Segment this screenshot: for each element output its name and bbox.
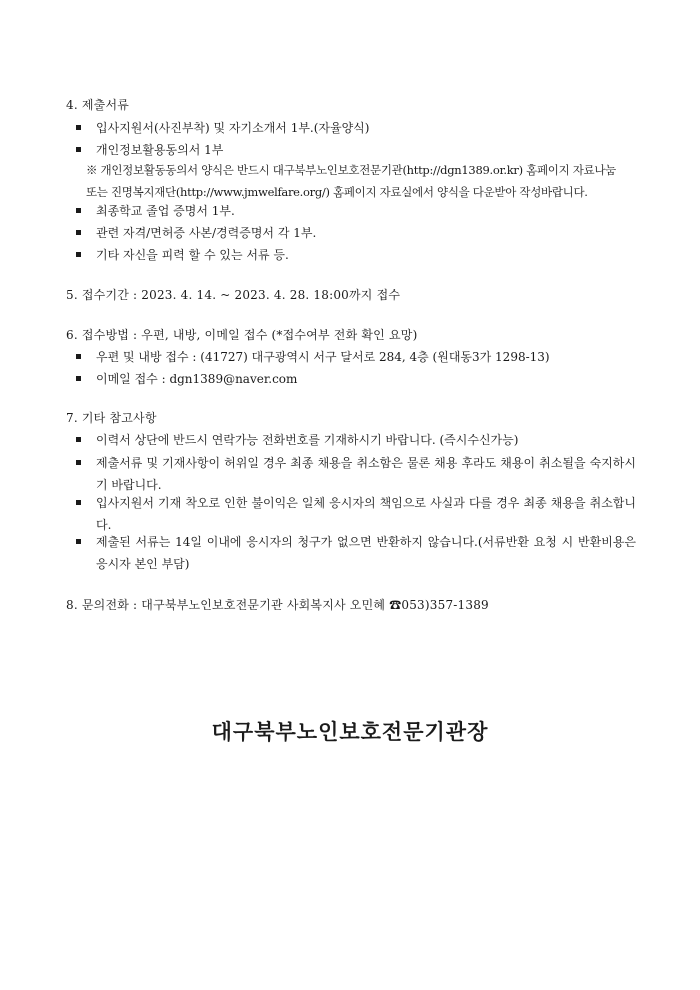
list-item-text: 최종학교 졸업 증명서 1부. [96, 204, 235, 218]
list-item [76, 371, 646, 387]
list-item-text: 기타 자신을 피력 할 수 있는 서류 등. [96, 248, 289, 262]
bullet-icon [76, 208, 81, 213]
note-line: ※ 개인정보활동동의서 양식은 반드시 대구북부노인보호전문기관(http://dgn1389.or.kr) 홈페이지 자료나눔 [86, 163, 616, 177]
bullet-icon [76, 252, 81, 257]
section-5-heading: 5. 접수기간 : 2023. 4. 14. ~ 2023. 4. 28. 18:00까지 접수 [66, 288, 401, 302]
list-item [76, 247, 646, 263]
list-item [76, 203, 646, 219]
list-item-text: 입사지원서(사진부착) 및 자기소개서 1부.(자율양식) [96, 121, 370, 135]
list-item [76, 432, 646, 448]
list-item-text: 제출서류 및 기재사항이 허위일 경우 최종 채용을 취소함은 물론 채용 후라도 채용이 취소될을 숙지하시기 바랍니다. [96, 456, 636, 492]
bullet-icon [76, 437, 81, 442]
list-item-text: 이력서 상단에 반드시 연락가능 전화번호를 기재하시기 바랍니다. (즉시수신가능) [96, 433, 519, 447]
section-7-heading: 7. 기타 참고사항 [66, 411, 157, 425]
bullet-icon [76, 376, 81, 381]
section-6-heading: 6. 접수방법 : 우편, 내방, 이메일 접수 (*접수여부 전화 확인 요망) [66, 328, 418, 342]
issuer-signature: 대구북부노인보호전문기관장 [211, 719, 489, 744]
bullet-icon [76, 354, 81, 359]
consent-form-note [66, 159, 646, 203]
bullet-icon [76, 460, 81, 465]
list-item [76, 452, 636, 496]
bullet-icon [76, 230, 81, 235]
bullet-icon [76, 500, 81, 505]
bullet-icon [76, 125, 81, 130]
list-item [76, 492, 636, 536]
list-item [76, 142, 646, 158]
note-line: 또는 진명복지재단(http://www.jmwelfare.org/) 홈페이지 자료실에서 양식을 다운받아 작성바랍니다. [86, 185, 588, 199]
section-8-heading: 8. 문의전화 : 대구북부노인보호전문기관 사회복지사 오민혜 ☎053)357-1389 [66, 598, 489, 612]
section-4-heading: 4. 제출서류 [66, 98, 130, 112]
list-item-text: 관련 자격/면허증 사본/경력증명서 각 1부. [96, 226, 317, 240]
list-item [76, 225, 646, 241]
list-item [76, 531, 636, 575]
bullet-icon [76, 147, 81, 152]
list-item-text: 개인정보활용동의서 1부 [96, 143, 224, 157]
bullet-icon [76, 539, 81, 544]
list-item-text: 우편 및 내방 접수 : (41727) 대구광역시 서구 달서로 284, 4층 (원대동3가 1298-13) [96, 350, 550, 364]
list-item [76, 120, 646, 136]
list-item-text: 이메일 접수 : dgn1389@naver.com [96, 372, 298, 386]
list-item-text: 제출된 서류는 14일 이내에 응시자의 청구가 없으면 반환하지 않습니다.(서류반환 요청 시 반환비용은 응시자 본인 부담) [96, 535, 636, 571]
list-item-text: 입사지원서 기재 착오로 인한 불이익은 일체 응시자의 책임으로 사실과 다를 경우 최종 채용을 취소합니다. [96, 496, 636, 532]
list-item [76, 349, 646, 365]
